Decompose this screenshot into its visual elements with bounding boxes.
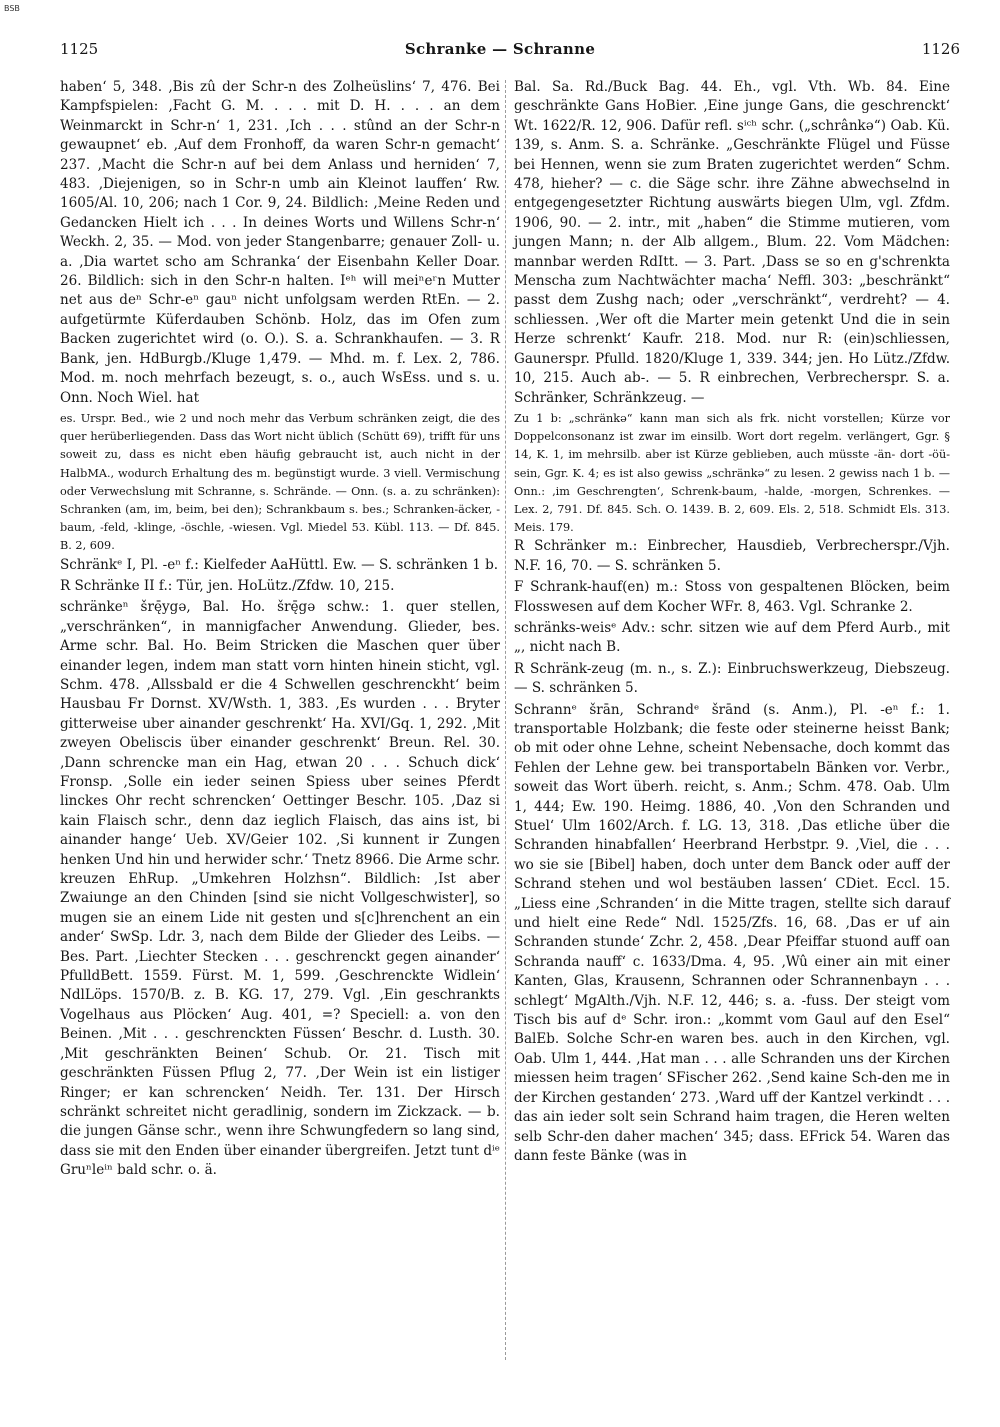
page-number-left: 1125: [60, 40, 99, 58]
entry-schraenke-1: Schränkᵉ I, Pl. -eⁿ f.: Kielfeder AaHüttl. Ew. — S. schränken 1 b.: [60, 556, 499, 573]
running-title: Schranke — Schranne: [404, 40, 596, 58]
left-column: [60, 78, 500, 1183]
entry-schraenken-continued: Bal. Sa. Rd./Buck Bag. 44. Eh., vgl. Vth. Wb. 84. Eine geschränkte Gans HoBier. ‚Eine junge Gans, die geschrenckt‘ Wt. 1622/R. 12, 906. Dafür refl. sⁱᶜʰ schr. („schrânkə“) Oab. Kü. 139, s. Anm. S. a. Schränke. „Geschränkte Flügel und Füsse bei Hennen, wenn sie zum Braten zugerichtet werden“ Schm. 478, hieher? — c. die Säge schr. ihre Zähne abwechselnd in entgegengesetzter Richtung auswärts biegen Ulm, vgl. Zfdm. 1906, 90. — 2. intr., mit „haben“ die Stimme mutieren, vom jungen Mann; n. der Alb allgem., Blum. 22. Vom Mädchen: mannbar werden RdItt. — 3. Part. ‚Dass se so en g'schrenkta Menscha zum Nachtwächter macha‘ Neffl. 303: „beschränkt“ passt dem Zushg nach; oder „verschränkt“, verdreht? — 4. schliessen. ‚Wer oft die Marter mein getenkt Und die in sein Herze schrenkt‘ Kaufr. 218. Mod. nur R: (ein)schliessen, Gaunerspr. Pfulld. 1820/Kluge 1, 339. 344; jen. Ho Lütz./Zfdw. 10, 215. Auch ab-. — 5. R einbrechen, Verbrecherspr. S. a. Schränker, Schränkzeug. —: [514, 79, 950, 406]
right-column: [514, 78, 950, 1168]
entry-schraenker: R Schränker m.: Einbrecher, Hausdieb, Verbrecherspr./Vjh. N.F. 16, 70. — S. schränken 5.: [514, 538, 950, 574]
entry-schranke-continued: haben‘ 5, 348. ‚Bis zû der Schr-n des Zolheüslins‘ 7, 476. Bei Kampfspielen: ‚Facht G. M. . . . mit D. H. . . . an dem Weinmarckt in Schr-n‘ 1, 231. ‚Ich . . . stûnd an der Schr-n gewaupnet‘ eb. ‚Auf dem Fronhoff, da waren Schr-n gemacht‘ 237. ‚Macht die Schr-n auf bei dem Anlass und herniden‘ 7, 483. ‚Diejenigen, so in Schr-n umb ain Kleinot lauffen‘ Rw. 1605/Al. 10, 206; nach 1 Cor. 9, 24. Bildlich: ‚Meine Reden und Gedancken Hielt ich . . . In deines Worts und Willens Schr-n‘ Weckh. 2, 35. — Mod. von jeder Stangenbarre; genauer Zoll- u. a. ‚Dia wartet scho am Schranka‘ der Eisenbahn Keller Doar. 26. Bildlich: sich in den Schr-n halten. Iᵉʰ will meiⁿeʳn Mutter net aus deⁿ Schr-eⁿ gauⁿ nicht unfolgsam werden RtEn. — 2. aufgetürmte Küferdauben Schönb. Holz, das im Ofen zum Backen zugerichtet wird (o. O.). S. a. Schrankhaufen. — 3. R Bank, jen. HdBurgb./Kluge 1,479. — Mhd. m. f. Lex. 2, 786. Mod. m. noch mehrfach bezeugt, s. o., auch WsEss. und s. u. Onn. Noch Wiel. hat: [60, 79, 500, 406]
entry-schraenken: schränkeⁿ šrę̄ygə, Bal. Ho. šrę̄gə schw.: 1. quer stellen, „verschränken“, in mannigfacher Anwendung. Glieder, bes. Arme schr. Bal. Ho. Beim Stricken die Maschen quer über einander legen, indem man statt vorn hinten hinein sticht, vgl. Schm. 478. ‚Allssbald er die 4 Schwellen geschrenckht‘ beim Hausbau Fr Dornst. XV/Wsth. 1, 383. ‚Es wurden . . . Bryter gitterweise uber ainander geschrenkt‘ Ha. XVI/Gq. 1, 292. ‚Mit zweyen Obeliscis über einander geschrenkt‘ Breun. Rel. 30. ‚Dann schrencke man ein Hag, etwan 20 . . . Schuch dick‘ Fronsp. ‚Solle ein ieder seinen Spiess uber seines Pferdt linckes Ohr recht schrencken‘ Oettinger Beschr. 105. ‚Daz si kain Flaisch schr., denn daz ieglich Flaisch, das ains ist, bi ainander hange‘ Ueb. XV/Geier 102. ‚Si kunnent ir Zungen henken Und hin und herwider schr.‘ Tnetz 8966. Die Arme schr. kreuzen EhRup. „Umkehren Holzhsn“. Bildlich: ‚Ist aber Zwaiunge an den Chinden [sind sie nicht Vollgeschwister], so mugen sie an einem Lide nit gesten und s[c]hrenchent an ein ander‘ SwSp. Ldr. 3, nach dem Bilde der Glieder des Leibs. — Bes. Part. ‚Liechter Stecken . . . geschrenckt gegen ainander‘ PfulldBett. 1559. Fürst. M. 1, 599. ‚Geschrenckte Widlein‘ NdlLöps. 1570/B. z. B. KG. 17, 279. Vgl. ‚Ein geschrankts Vogelhaus aus Plöcken‘ Aug. 401, =? Speciell: a. von den Beinen. ‚Mit . . . geschrenckten Füssen‘ Beschr. d. Lusth. 30. ‚Mit geschränkten Beinen‘ Schub. Or. 21. Tisch mit geschränkten Füssen Pflug 2, 77. ‚Der Wein ist ein listiger Ringer; er kan schrencken‘ Neidh. Ter. 131. Der Hirsch schränkt schreitet nicht geradlinig, sondern im Zickzack. — b. die jungen Gänse schr., wenn ihre Schwungfedern so lang sind, dass sie mit den Enden über einander übergreifen. Jetzt tunt dⁱᵉ Gruⁿleⁱⁿ bald schr. o. ä.: [60, 599, 500, 1179]
entry-schraenke-2: R Schränke II f.: Tür, jen. HoLütz./Zfdw. 10, 215.: [60, 577, 395, 594]
library-stamp: BSB: [4, 4, 20, 13]
column-divider: [505, 80, 506, 1360]
etymology-note-schranke: es. Urspr. Bed., wie 2 und noch mehr das Verbum schränken zeigt, die des quer herüberliegenden. Dass das Wort nicht üblich (Schütt 69), trifft für uns soweit zu, dass es nicht eben häufig gebraucht ist, auch nicht in der HalbMA., wodurch Erhaltung des m. begünstigt wurde. 3 viell. Vermischung oder Verwechslung mit Schranne, s. Schrände. — Onn. (s. a. zu schränken): Schranken (am, im, beim, bei den); Schrankbaum s. bes.; Schranken-äcker, -baum, -feld, -klinge, -öschle, -wiesen. Vgl. Miedel 53. Kübl. 113. — Df. 845. B. 2, 609.: [60, 411, 500, 553]
page-number-right: 1126: [921, 40, 960, 58]
entry-schraenk-zeug: R Schränk-zeug (m. n., s. Z.): Einbruchswerkzeug, Diebszeug. — S. schränken 5.: [514, 660, 950, 697]
entry-schranne: Schrannᵉ šrān, Schrandᵉ šrānd (s. Anm.), Pl. -eⁿ f.: 1. transportable Holzbank; die feste oder steinerne heisst Bank; ob mit oder ohne Lehne, scheint Nebensache, doch kommt das Fehlen der Lehne gew. bei transportabeln Bänken vor. Verbr., soweit das Wort überh. reicht, s. Anm.; Schm. 478. Oab. Ulm 1, 444; Ew. 190. Heimg. 1886, 40. ‚Von den Schranden und Stuel‘ Ulm 1602/Arch. f. LG. 13, 318. ‚Das etliche über die Schranden hinabfallen‘ Heerbrand Herbstpr. 9. ‚Viel, die . . . wo sie sie [Bibel] haben, doch unter dem Banck oder auff der Schrand stehen und wol bestäuben lassen‘ CDiet. Eccl. 15. „Liess eine ‚Schranden‘ in die Mitte tragen, stellte sich darauf und hielt eine Rede“ Ndl. 1525/Zfs. 16, 68. ‚Das er uf ain Schranden stunde‘ Zchr. 2, 458. ‚Dear Pfeiffar stuond auff oan Schranda nauff‘ c. 1633/Dma. 4, 95. ‚Wû einer ain mit einer Kanten, Glas, Krausenn, Schrannen oder Schrannenbayn . . . schlegt‘ MgAlth./Vjh. N.F. 12, 446; s. a. -fuss. Der steigt vom Tisch bis auf dᵉ Schr. iron.: „kommt vom Gaul auf den Esel“ BalEb. Solche Schr-en waren bes. auch in den Kirchen, vgl. Oab. Ulm 1, 444. ‚Hat man . . . alle Schranden uns der Kirchen miessen heim tragen‘ SFischer 262. ‚Send kaine Sch-den me in der Kirchen gestanden‘ 273. ‚Ward uff der Kantzel verkindt . . . das ain ieder solt sein Schrand haim tragen, die Heren welten selb Schr-den daher machen‘ 345; dass. EFrick 54. Waren das dann feste Bänke (was in: [514, 701, 950, 1164]
entry-schrank-haufen: F Schrank-hauf(en) m.: Stoss von gespaltenen Blöcken, beim Flosswesen auf dem Kocher WFr. 8, 463. Vgl. Schranke 2.: [514, 579, 950, 615]
etymology-note-schraenken: Zu 1 b: „schränkə“ kann man sich als frk. nicht vorstellen; Kürze vor Doppelconsonanz ist zwar im einsilb. Wort dort regelm. verlängert, Ggr. § 14, K. 1, im mehrsilb. aber ist Kürze geblieben, auch müsste -än- dort -öü- sein, Ggr. K. 4; es ist also gewiss „schränkə“ zu lesen. 2 gewiss nach 1 b. — Onn.: ‚im Geschrengten‘, Schrenk-baum, -halde, -morgen, Schrenkes. — Lex. 2, 791. Df. 845. Sch. O. 1439. B. 2, 609. Els. 2, 518. Schmidt Els. 313. Meis. 179.: [514, 411, 950, 535]
entry-schraenks-weise: schränks-weisᵉ Adv.: schr. sitzen wie auf dem Pferd Aurb., mit „, nicht nach B.: [514, 619, 950, 656]
